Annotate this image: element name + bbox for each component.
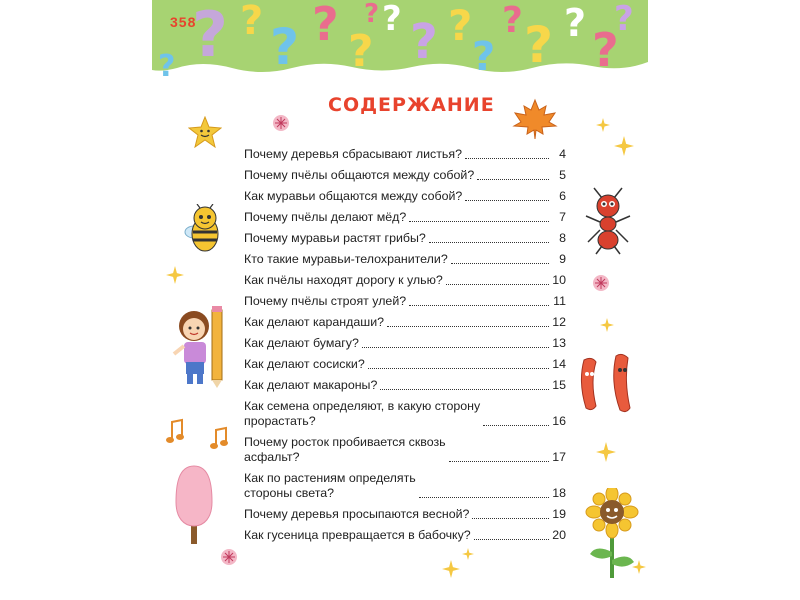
- snowflake-icon: [272, 114, 290, 132]
- svg-text:?: ?: [564, 1, 587, 45]
- toc-entry-page: 12: [552, 315, 566, 329]
- dot-leader: [446, 284, 549, 285]
- toc-entry[interactable]: [244, 351, 566, 372]
- toc-entry-page: 11: [553, 294, 566, 308]
- toc-entry-page: 7: [559, 210, 566, 224]
- svg-text:?: ?: [364, 0, 380, 29]
- question-mark-banner: [152, 0, 648, 78]
- toc-entry-page: 17: [552, 450, 566, 464]
- sparkle-icon: [600, 318, 614, 332]
- svg-text:?: ?: [524, 16, 554, 74]
- dot-leader: [419, 497, 549, 498]
- dot-leader: [472, 518, 549, 519]
- tree-icon: [172, 464, 216, 544]
- dot-leader: [477, 179, 549, 180]
- sausages-icon: [576, 352, 640, 414]
- svg-text:?: ?: [270, 18, 300, 76]
- toc-entry-title: Кто такие муравьи-телохранители?: [244, 252, 448, 266]
- star-face-icon: [188, 116, 222, 148]
- svg-text:?: ?: [382, 0, 402, 39]
- toc-entry-title: Как делают сосиски?: [244, 357, 365, 371]
- music-notes-icon: [166, 416, 228, 456]
- toc-entry[interactable]: [244, 330, 566, 351]
- svg-text:?: ?: [592, 23, 619, 77]
- toc-entry[interactable]: [244, 372, 566, 393]
- toc-entry[interactable]: [244, 162, 566, 183]
- dot-leader: [449, 461, 549, 462]
- toc-entry[interactable]: [244, 204, 566, 225]
- maple-leaf-icon: [512, 98, 558, 140]
- toc-entry[interactable]: [244, 522, 566, 543]
- toc-entry-page: 13: [552, 336, 566, 350]
- toc-entry[interactable]: [244, 246, 566, 267]
- svg-text:?: ?: [192, 0, 228, 71]
- toc-entry-title: Как пчёлы находят дорогу к улью?: [244, 273, 443, 287]
- toc-entry-page: 16: [552, 414, 566, 428]
- toc-entry-title: Почему пчёлы делают мёд?: [244, 210, 407, 224]
- toc-entry[interactable]: [244, 429, 566, 465]
- toc-entry-title-line1: Как по растениям определять: [244, 471, 416, 485]
- toc-entry-title: [244, 435, 446, 465]
- dot-leader: [368, 368, 549, 369]
- toc-entry[interactable]: [244, 309, 566, 330]
- toc-entry-title: Почему пчёлы общаются между собой?: [244, 168, 475, 182]
- ant-icon: [580, 186, 636, 256]
- page-title: СОДЕРЖАНИЕ: [328, 94, 495, 116]
- question-mark-pattern: [152, 0, 648, 78]
- page-number: 358: [170, 14, 197, 30]
- sparkle-icon: [596, 118, 610, 132]
- toc-entry-title: Как делают бумагу?: [244, 336, 359, 350]
- bee-icon: [180, 204, 230, 256]
- toc-entry-title: [244, 399, 480, 429]
- svg-text:?: ?: [348, 26, 374, 77]
- toc-entry[interactable]: [244, 225, 566, 246]
- snowflake-icon: [592, 274, 610, 292]
- toc-entry[interactable]: [244, 393, 566, 429]
- book-page: [152, 0, 648, 600]
- snowflake-icon: [220, 548, 238, 566]
- sparkle-icon: [596, 442, 616, 462]
- toc-entry-page: 9: [559, 252, 566, 266]
- dot-leader: [429, 242, 549, 243]
- svg-text:?: ?: [502, 0, 523, 41]
- toc-entry[interactable]: [244, 183, 566, 204]
- toc-entry[interactable]: [244, 141, 566, 162]
- sunflower-icon: [582, 488, 642, 580]
- toc-entry-title-line2: асфальт?: [244, 450, 300, 464]
- dot-leader: [362, 347, 549, 348]
- toc-entry-title: Почему пчёлы строят улей?: [244, 294, 407, 308]
- dot-leader: [465, 158, 549, 159]
- sparkle-icon: [166, 266, 184, 284]
- toc-entry-title-line2: стороны света?: [244, 486, 335, 500]
- svg-text:?: ?: [448, 1, 473, 50]
- sparkle-icon: [462, 548, 474, 560]
- toc-entry-page: 18: [552, 486, 566, 500]
- toc-entry[interactable]: [244, 288, 566, 309]
- svg-text:?: ?: [240, 0, 264, 44]
- dot-leader: [380, 389, 549, 390]
- toc-entry-page: 6: [559, 189, 566, 203]
- toc-entry[interactable]: [244, 501, 566, 522]
- toc-entry[interactable]: [244, 267, 566, 288]
- toc-entry-page: 10: [552, 273, 566, 287]
- toc-entry-page: 15: [552, 378, 566, 392]
- dot-leader: [465, 200, 549, 201]
- dot-leader: [387, 326, 549, 327]
- svg-text:?: ?: [472, 34, 496, 78]
- svg-text:?: ?: [614, 0, 634, 39]
- toc-entry-title: Почему деревья сбрасывают листья?: [244, 147, 462, 161]
- svg-text:?: ?: [410, 14, 438, 70]
- toc-entry-page: 5: [559, 168, 566, 182]
- toc-entry-title: Как муравьи общаются между собой?: [244, 189, 463, 203]
- table-of-contents: [244, 141, 566, 543]
- toc-entry-title: [244, 471, 416, 501]
- dot-leader: [409, 221, 549, 222]
- sparkle-icon: [442, 560, 460, 578]
- toc-entry-title: Почему муравьи растят грибы?: [244, 231, 426, 245]
- toc-entry-page: 20: [552, 528, 566, 542]
- toc-entry-page: 8: [559, 231, 566, 245]
- toc-entry-title-line1: Как семена определяют, в какую сторону: [244, 399, 481, 413]
- dot-leader: [409, 305, 549, 306]
- toc-entry-title: Как делают карандаши?: [244, 315, 385, 329]
- toc-entry-title: Как гусеница превращается в бабочку?: [244, 528, 471, 542]
- dot-leader: [474, 539, 549, 540]
- toc-entry-page: 19: [552, 507, 566, 521]
- toc-entry[interactable]: [244, 465, 566, 501]
- dot-leader: [451, 263, 549, 264]
- toc-entry-title: Как делают макароны?: [244, 378, 378, 392]
- svg-text:?: ?: [312, 0, 339, 51]
- toc-entry-title: Почему деревья просыпаются весной?: [244, 507, 470, 521]
- svg-text:?: ?: [158, 49, 176, 78]
- girl-with-pencil-icon: [162, 302, 234, 388]
- sparkle-icon: [614, 136, 634, 156]
- toc-entry-page: 14: [552, 357, 566, 371]
- toc-entry-title-line2: прорастать?: [244, 414, 316, 428]
- toc-entry-page: 4: [559, 147, 566, 161]
- dot-leader: [483, 425, 549, 426]
- toc-entry-title-line1: Почему росток пробивается сквозь: [244, 435, 446, 449]
